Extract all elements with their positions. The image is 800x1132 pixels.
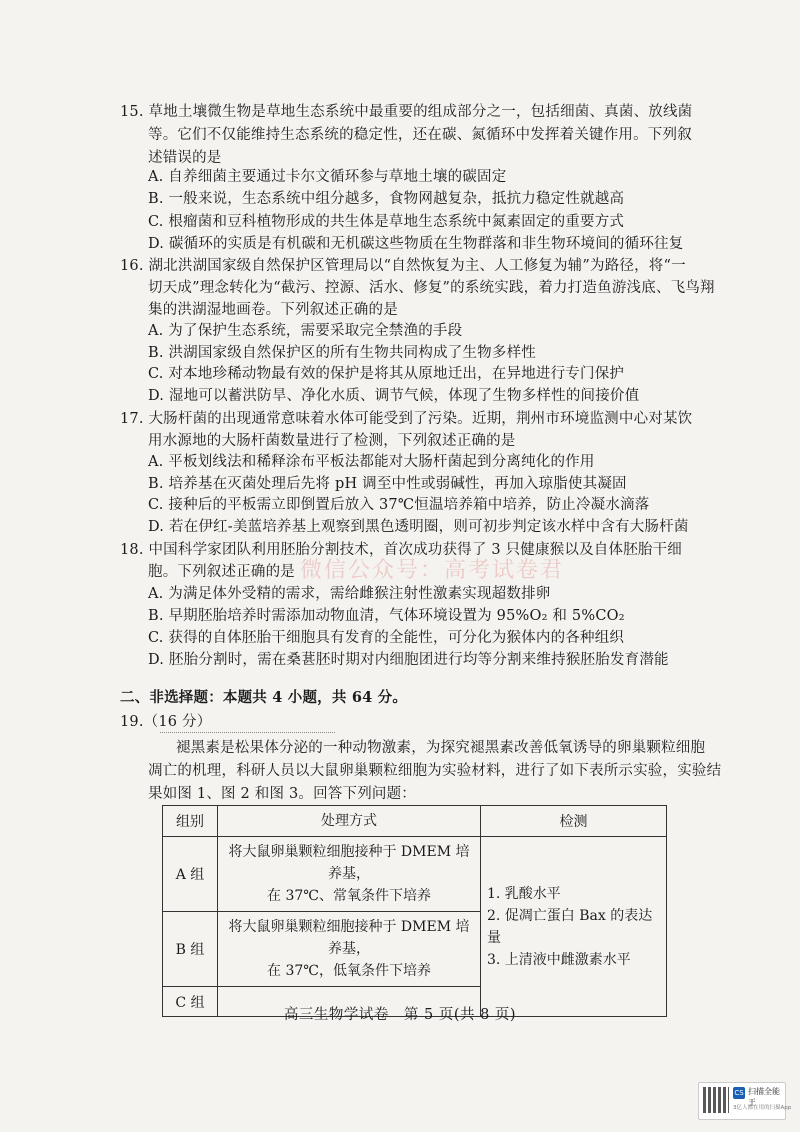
table-row <box>163 837 667 912</box>
q16-option-d: D. 湿地可以蓄洪防旱、净化水质、调节气候，体现了生物多样性的间接价值 <box>148 388 640 404</box>
q15-option-c: C. 根瘤菌和豆科植物形成的共生体是草地生态系统中氮素固定的重要方式 <box>148 214 625 230</box>
dotted-divider <box>160 732 335 733</box>
q16-option-c: C. 对本地珍稀动物最有效的保护是将其从原地迁出，在异地进行专门保护 <box>148 366 625 382</box>
q15-option-b: B. 一般来说，生态系统中组分越多，食物网越复杂，抵抗力稳定性就越高 <box>148 191 625 207</box>
table-header-method: 处理方式 <box>218 806 481 837</box>
q18-option-a: A. 为满足体外受精的需求，需给雌猴注射性激素实现超数排卵 <box>148 586 551 602</box>
q18-stem-line1: 18. 中国科学家团队利用胚胎分割技术，首次成功获得了 3 只健康猴以及自体胚胎干细 <box>120 542 683 558</box>
detect-item-3: 3. 上清液中雌激素水平 <box>487 951 631 968</box>
watermark: 微信公众号：高考试卷君 <box>300 558 565 583</box>
q18-option-c: C. 获得的自体胚胎干细胞具有发育的全能性，可分化为猴体内的各种组织 <box>148 630 625 646</box>
table-header-detect: 检测 <box>481 806 667 837</box>
q17-option-b: B. 培养基在灭菌处理后先将 pH 调至中性或弱碱性，再加入琼脂使其凝固 <box>148 476 627 492</box>
q18-stem-line2: 胞。下列叙述正确的是 <box>148 564 295 580</box>
page-footer: 高三生物学试卷 第 5 页(共 8 页) <box>283 1007 517 1023</box>
q19-paragraph-line1: 褪黑素是松果体分泌的一种动物激素，为探究褪黑素改善低氧诱导的卵巢颗粒细胞 <box>176 740 706 756</box>
q16-stem-line1: 16. 湖北洪湖国家级自然保护区管理局以“自然恢复为主、人工修复为辅”为路径，将“一 <box>120 258 686 274</box>
table-cell-group: B 组 <box>163 912 218 987</box>
table-cell-group: C 组 <box>163 987 218 1017</box>
q16-stem-line3: 集的洪湖湿地画卷。下列叙述正确的是 <box>148 302 398 318</box>
table-cell-method <box>218 912 481 987</box>
q17-stem-line2: 用水源地的大肠杆菌数量进行了检测，下列叙述正确的是 <box>148 433 516 449</box>
q16-stem-line2: 切天成”理念转化为“截污、控源、活水、修复”的系统实践，着力打造鱼游浅底、飞鸟翔 <box>148 280 715 296</box>
q15-stem-line2: 等。它们不仅能维持生态系统的稳定性，还在碳、氮循环中发挥着关键作用。下列叙 <box>148 127 692 143</box>
q15-stem-line3: 述错误的是 <box>148 150 222 166</box>
badge-title: 扫描全能王 <box>748 1087 780 1107</box>
q16-option-a: A. 为了保护生态系统，需要采取完全禁渔的手段 <box>148 323 463 339</box>
table-cell-group: A 组 <box>163 837 218 912</box>
scanner-badge <box>698 1082 792 1120</box>
q17-stem-line1: 17. 大肠杆菌的出现通常意味着水体可能受到了污染。近期，荆州市环境监测中心对某饮 <box>120 411 693 427</box>
method-line2: 在 37℃，低氧条件下培养 <box>267 963 431 979</box>
q15-option-a: A. 自养细菌主要通过卡尔文循环参与草地土壤的碳固定 <box>148 169 507 185</box>
q19-heading: 19.（16 分） <box>120 714 212 730</box>
q17-option-c: C. 接种后的平板需立即倒置后放入 37℃恒温培养箱中培养，防止冷凝水滴落 <box>148 497 650 513</box>
q18-option-b: B. 早期胚胎培养时需添加动物血清，气体环境设置为 95%O₂ 和 5%CO₂ <box>148 608 625 624</box>
q15-stem-line1: 15. 草地土壤微生物是草地生态系统中最重要的组成部分之一，包括细菌、真菌、放线菌 <box>120 104 693 120</box>
q19-paragraph-line2: 凋亡的机理，科研人员以大鼠卵巢颗粒细胞为实验材料，进行了如下表所示实验，实验结 <box>148 763 722 779</box>
section-title: 二、非选择题：本题共 4 小题，共 64 分。 <box>120 689 408 706</box>
table-cell-detect <box>481 837 667 1017</box>
detect-item-2: 2. 促凋亡蛋白 Bax 的表达量 <box>487 907 653 946</box>
q15-option-d: D. 碳循环的实质是有机碳和无机碳这些物质在生物群落和非生物环境间的循环往复 <box>148 236 684 252</box>
detect-item-1: 1. 乳酸水平 <box>487 885 561 902</box>
q16-option-b: B. 洪湖国家级自然保护区的所有生物共同构成了生物多样性 <box>148 345 536 361</box>
q17-option-a: A. 平板划线法和稀释涂布平板法都能对大肠杆菌起到分离纯化的作用 <box>148 454 595 470</box>
method-line1: 将大鼠卵巢颗粒细胞接种于 DMEM 培养基， <box>228 844 470 882</box>
qr-code-icon <box>703 1087 729 1113</box>
badge-subtitle: 3亿人都在用的扫描App <box>733 1105 792 1111</box>
method-line2: 在 37℃、常氧条件下培养 <box>267 888 431 904</box>
q18-option-d: D. 胚胎分割时，需在桑葚胚时期对内细胞团进行均等分割来维持猴胚胎发育潜能 <box>148 652 669 668</box>
cs-logo: CS <box>734 1089 744 1097</box>
experiment-table <box>162 805 667 1017</box>
table-cell-method <box>218 837 481 912</box>
q19-paragraph-line3: 果如图 1、图 2 和图 3。回答下列问题： <box>148 786 417 802</box>
table-header-group: 组别 <box>163 806 218 837</box>
method-line1: 将大鼠卵巢颗粒细胞接种于 DMEM 培养基， <box>228 919 470 957</box>
table-header-row <box>163 806 667 837</box>
q17-option-d: D. 若在伊红-美蓝培养基上观察到黑色透明圈，则可初步判定该水样中含有大肠杆菌 <box>148 519 689 535</box>
